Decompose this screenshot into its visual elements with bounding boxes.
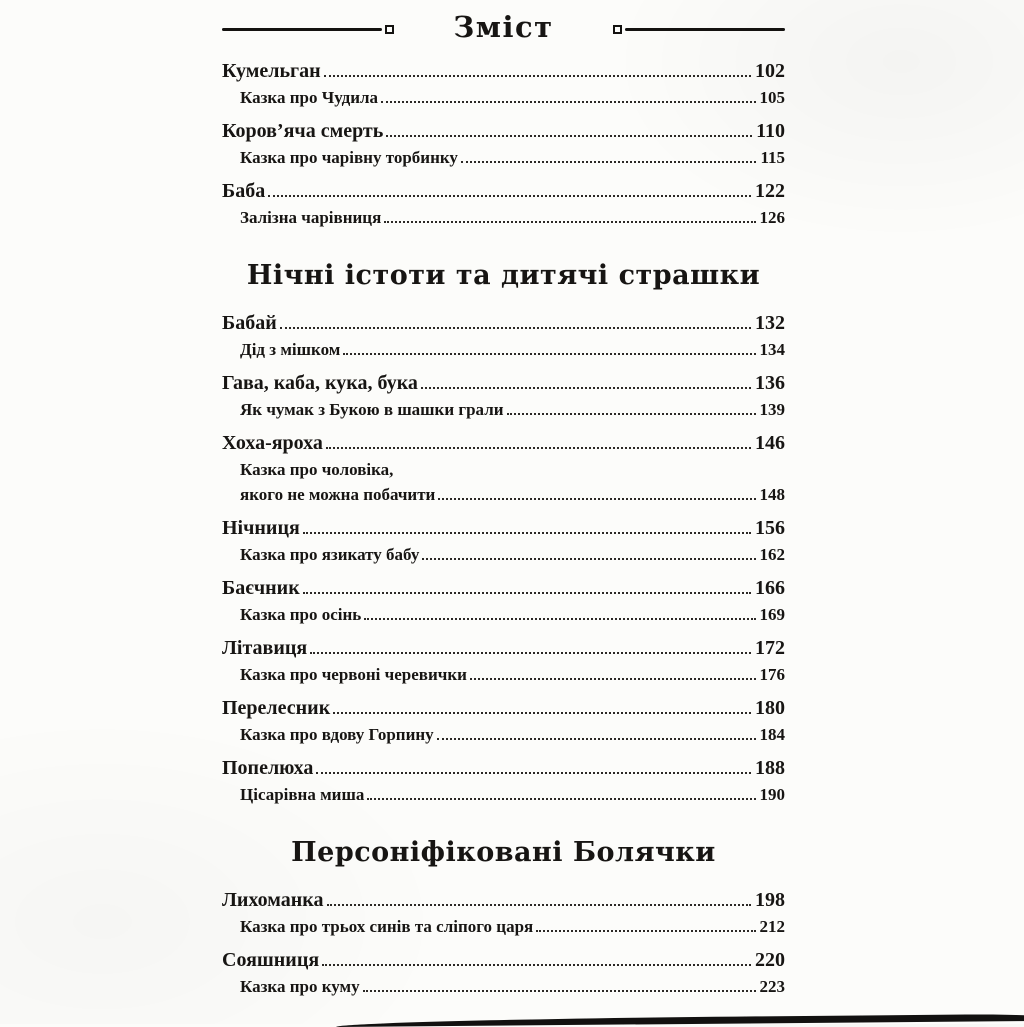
toc-entry-page-number: 220 <box>755 949 785 971</box>
toc-entry-page-number: 166 <box>755 577 785 599</box>
toc-entry-page-number: 212 <box>759 917 785 936</box>
toc-entry-label: Бабай <box>222 312 277 334</box>
dot-leader <box>310 652 751 654</box>
dot-leader <box>421 387 751 389</box>
toc-subentry <box>222 782 785 807</box>
page-title: Зміст <box>453 10 554 44</box>
dot-leader <box>461 161 757 163</box>
toc-subentry <box>222 457 785 482</box>
toc-entry-label: Гава, каба, кука, бука <box>222 372 418 394</box>
toc-entry <box>222 370 785 397</box>
toc-entry-page-number: 184 <box>759 725 785 744</box>
dot-leader <box>280 327 751 329</box>
toc-subentry <box>222 602 785 627</box>
toc-entry-label: Залізна чарівниця <box>240 208 382 227</box>
toc-entry-label: Баєчник <box>222 577 300 599</box>
toc-entry-label: Казка про куму <box>240 977 360 996</box>
toc-subentry <box>222 482 785 507</box>
toc-entry-page-number: 223 <box>759 977 785 996</box>
toc-entry-label: Казка про чарівну торбинку <box>240 148 458 167</box>
toc-entry <box>222 755 785 782</box>
toc-entry-page-number: 110 <box>756 120 785 142</box>
header-square-ornament-left <box>385 25 394 34</box>
dot-leader <box>327 904 751 906</box>
dot-leader <box>384 221 755 223</box>
dot-leader <box>438 498 755 500</box>
toc-entry-page-number: 134 <box>759 340 785 359</box>
toc-entry-page-number: 102 <box>755 60 785 82</box>
toc-entry <box>222 310 785 337</box>
toc-entry-page-number: 139 <box>759 400 785 419</box>
toc-entry-label: якого не можна побачити <box>240 485 436 504</box>
dot-leader <box>343 353 755 355</box>
header-rule-right <box>625 28 785 31</box>
table-of-contents <box>222 58 785 999</box>
dot-leader <box>303 592 751 594</box>
toc-entry-label: Казка про Чудила <box>240 88 379 107</box>
dot-leader <box>303 532 751 534</box>
scan-edge-artifact <box>336 1014 1024 1027</box>
section-heading: Нічні істоти та дитячі страшки <box>246 260 761 291</box>
toc-header <box>222 12 785 46</box>
toc-entry <box>222 430 785 457</box>
toc-entry-label: Кумельган <box>222 60 321 82</box>
toc-entry <box>222 575 785 602</box>
toc-entry-page-number: 105 <box>759 88 785 107</box>
toc-entry-page-number: 162 <box>759 545 785 564</box>
toc-entry-page-number: 126 <box>759 208 785 227</box>
toc-entry-label: Коров’яча смерть <box>222 120 384 142</box>
toc-subentry <box>222 662 785 687</box>
toc-entry-label: Лихоманка <box>222 889 324 911</box>
toc-entry <box>222 118 785 145</box>
toc-subentry <box>222 85 785 110</box>
dot-leader <box>268 195 751 197</box>
toc-entry <box>222 947 785 974</box>
dot-leader <box>536 930 755 932</box>
toc-entry <box>222 178 785 205</box>
toc-entry-label: Казка про язикату бабу <box>240 545 420 564</box>
toc-entry <box>222 887 785 914</box>
toc-entry-label: Баба <box>222 180 266 202</box>
toc-entry-label: Хоха-яроха <box>222 432 323 454</box>
toc-entry <box>222 635 785 662</box>
toc-entry-page-number: 136 <box>755 372 785 394</box>
toc-subentry <box>222 145 785 170</box>
dot-leader <box>507 413 756 415</box>
toc-entry-page-number: 132 <box>755 312 785 334</box>
toc-entry-page-number: 146 <box>755 432 785 454</box>
toc-entry-label: Нічниця <box>222 517 300 539</box>
toc-entry-page-number: 169 <box>759 605 785 624</box>
dot-leader <box>470 678 756 680</box>
toc-subentry <box>222 205 785 230</box>
dot-leader <box>333 712 751 714</box>
dot-leader <box>437 738 756 740</box>
dot-leader <box>367 798 755 800</box>
toc-subentry <box>222 337 785 362</box>
dot-leader <box>326 447 751 449</box>
toc-entry-label: Сояшниця <box>222 949 320 971</box>
dot-leader <box>386 135 752 137</box>
toc-entry-page-number: 115 <box>760 148 785 167</box>
toc-entry-label: Попелюха <box>222 757 314 779</box>
dot-leader <box>324 75 751 77</box>
dot-leader <box>381 101 755 103</box>
toc-entry-page-number: 190 <box>759 785 785 804</box>
toc-entry <box>222 58 785 85</box>
toc-entry-label: Казка про осінь <box>240 605 362 624</box>
toc-entry-label: Як чумак з Букою в шашки грали <box>240 400 504 419</box>
toc-entry-page-number: 188 <box>755 757 785 779</box>
toc-entry-label: Цісарівна миша <box>240 785 365 804</box>
header-square-ornament-right <box>613 25 622 34</box>
toc-entry-page-number: 180 <box>755 697 785 719</box>
toc-entry-page-number: 176 <box>759 665 785 684</box>
toc-entry-label: Казка про трьох синів та сліпого царя <box>240 917 534 936</box>
toc-subentry <box>222 974 785 999</box>
toc-entry <box>222 695 785 722</box>
toc-entry-label: Казка про вдову Горпину <box>240 725 434 744</box>
toc-subentry <box>222 914 785 939</box>
header-rule-left <box>222 28 382 31</box>
toc-subentry <box>222 397 785 422</box>
toc-entry-page-number: 198 <box>755 889 785 911</box>
toc-entry-page-number: 172 <box>755 637 785 659</box>
toc-entry-page-number: 156 <box>755 517 785 539</box>
dot-leader <box>422 558 755 560</box>
section-heading: Персоніфіковані Болячки <box>291 837 716 868</box>
toc-entry-page-number: 122 <box>755 180 785 202</box>
toc-entry-label: Казка про червоні черевички <box>240 665 467 684</box>
toc-entry-label: Перелесник <box>222 697 331 719</box>
toc-subentry <box>222 722 785 747</box>
dot-leader <box>363 990 756 992</box>
toc-subentry <box>222 542 785 567</box>
toc-entry-label: Дід з мішком <box>240 340 341 359</box>
toc-entry-label: Казка про чоловіка, <box>240 460 394 479</box>
toc-entry <box>222 515 785 542</box>
toc-entry-label: Літавиця <box>222 637 308 659</box>
dot-leader <box>322 964 751 966</box>
toc-entry-page-number: 148 <box>759 485 785 504</box>
dot-leader <box>316 772 751 774</box>
dot-leader <box>364 618 755 620</box>
